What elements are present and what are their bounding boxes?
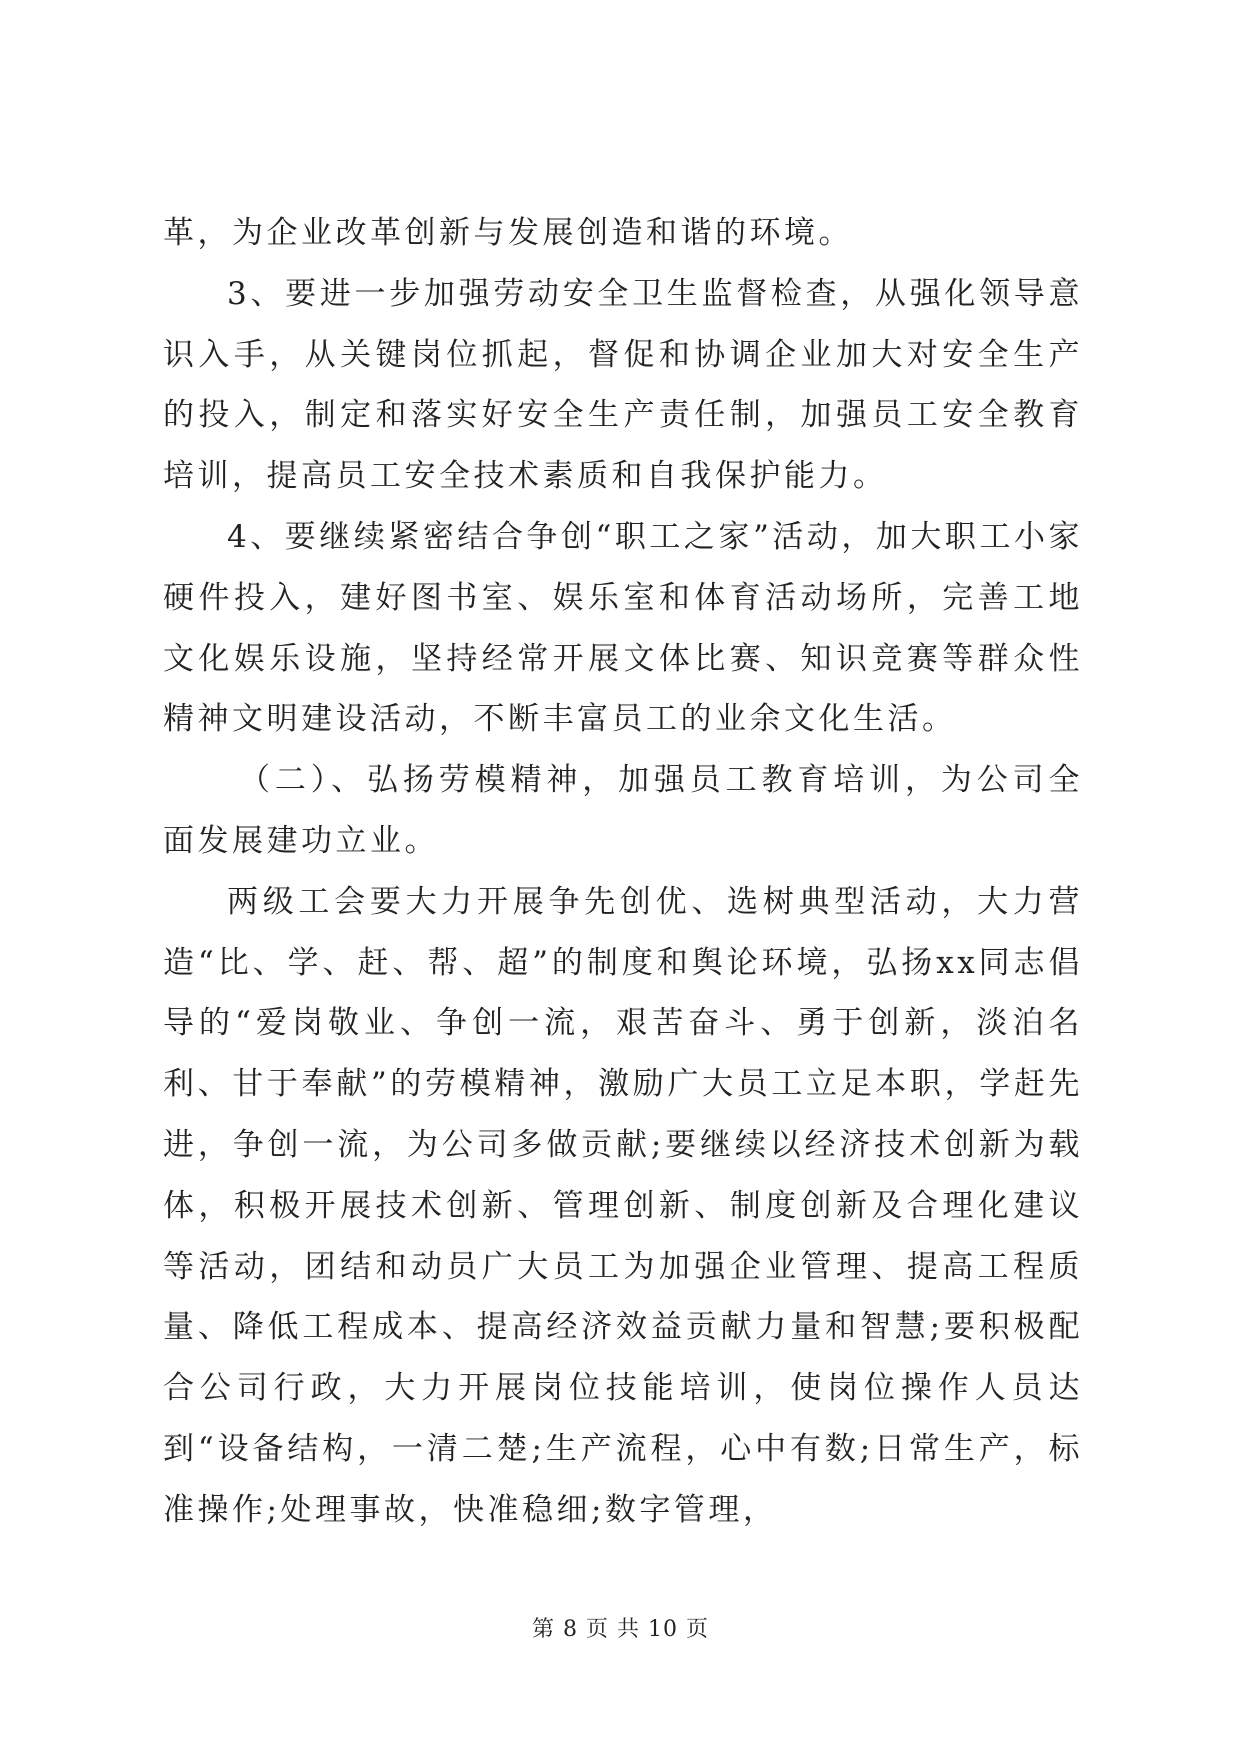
- document-body: [163, 203, 1083, 1541]
- paragraph-item-3: 3、要进一步加强劳动安全卫生监督检查，从强化领导意识入手，从关键岗位抓起，督促和协调企业加大对安全生产的投入，制定和落实好安全生产责任制，加强员工安全教育培训，提高员工安全技术素质和自我保护能力。: [163, 275, 1083, 495]
- section-heading-2: （二）、弘扬劳模精神，加强员工教育培训，为公司全面发展建功立业。: [163, 762, 1083, 859]
- paragraph-continuation: 革，为企业改革创新与发展创造和谐的环境。: [163, 215, 853, 251]
- paragraph-item-4: 4、要继续紧密结合争创“职工之家”活动，加大职工小家硬件投入，建好图书室、娱乐室和体育活动场所，完善工地文化娱乐设施，坚持经常开展文体比赛、知识竞赛等群众性精神文明建设活动，不断丰富员工的业余文化生活。: [163, 518, 1083, 738]
- paragraph-section-2-body: 两级工会要大力开展争先创优、选树典型活动，大力营造“比、学、赶、帮、超”的制度和舆论环境，弘扬xx同志倡导的“爱岗敬业、争创一流，艰苦奋斗、勇于创新，淡泊名利、甘于奉献”的劳模精神，激励广大员工立足本职，学赶先进，争创一流，为公司多做贡献;要继续以经济技术创新为载体，积极开展技术创新、管理创新、制度创新及合理化建议等活动，团结和动员广大员工为加强企业管理、提高工程质量、降低工程成本、提高经济效益贡献力量和智慧;要积极配合公司行政，大力开展岗位技能培训，使岗位操作人员达到“设备结构，一清二楚;生产流程，心中有数;日常生产，标准操作;处理事故，快准稳细;数字管理，: [163, 883, 1083, 1528]
- page-number-footer: 第 8 页 共 10 页: [532, 1617, 709, 1642]
